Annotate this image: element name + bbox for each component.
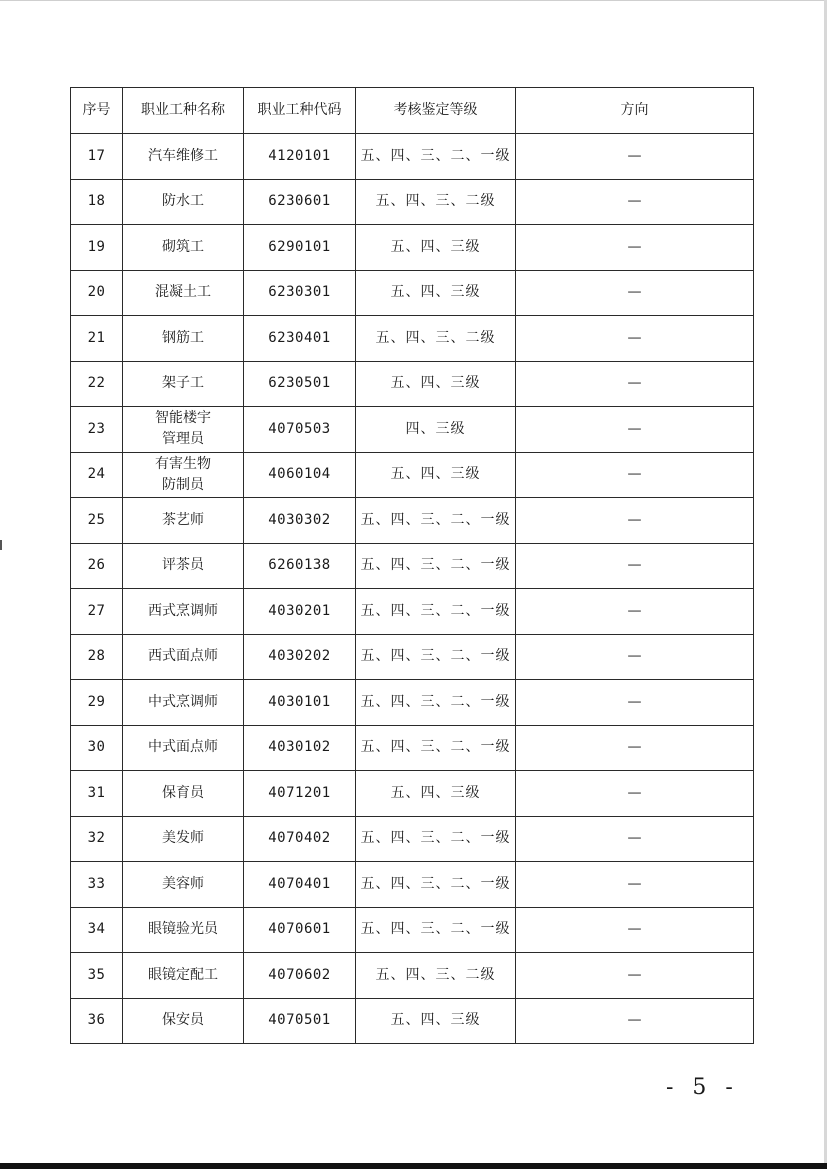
row-occupation-code: 6230401 bbox=[244, 316, 356, 362]
row-direction: — bbox=[516, 998, 754, 1044]
row-assessment-level: 五、四、三、二级 bbox=[356, 953, 516, 999]
row-assessment-level: 五、四、三、二、一级 bbox=[356, 498, 516, 544]
row-assessment-level: 五、四、三、二、一级 bbox=[356, 816, 516, 862]
occupation-table bbox=[70, 87, 754, 1044]
table-row bbox=[71, 907, 754, 953]
header-serial-number: 序号 bbox=[71, 88, 123, 134]
row-assessment-level: 五、四、三、二、一级 bbox=[356, 680, 516, 726]
header-assessment-level: 考核鉴定等级 bbox=[356, 88, 516, 134]
row-assessment-level: 五、四、三、二、一级 bbox=[356, 634, 516, 680]
row-direction: — bbox=[516, 543, 754, 589]
row-occupation-name: 架子工 bbox=[123, 361, 244, 407]
table-row bbox=[71, 816, 754, 862]
row-serial-number: 32 bbox=[71, 816, 123, 862]
header-occupation-code: 职业工种代码 bbox=[244, 88, 356, 134]
row-occupation-code: 6290101 bbox=[244, 225, 356, 271]
row-serial-number: 34 bbox=[71, 907, 123, 953]
table-body bbox=[71, 134, 754, 1044]
row-serial-number: 22 bbox=[71, 361, 123, 407]
row-serial-number: 33 bbox=[71, 862, 123, 908]
row-occupation-name: 智能楼宇 管理员 bbox=[123, 407, 244, 453]
row-assessment-level: 五、四、三级 bbox=[356, 225, 516, 271]
row-occupation-name: 混凝土工 bbox=[123, 270, 244, 316]
row-occupation-code: 4030202 bbox=[244, 634, 356, 680]
row-occupation-name: 钢筋工 bbox=[123, 316, 244, 362]
row-occupation-code: 4071201 bbox=[244, 771, 356, 817]
row-serial-number: 25 bbox=[71, 498, 123, 544]
row-occupation-name: 西式面点师 bbox=[123, 634, 244, 680]
page-number: - 5 - bbox=[666, 1075, 739, 1100]
row-direction: — bbox=[516, 134, 754, 180]
row-occupation-code: 6230301 bbox=[244, 270, 356, 316]
row-serial-number: 30 bbox=[71, 725, 123, 771]
row-assessment-level: 五、四、三级 bbox=[356, 998, 516, 1044]
row-occupation-code: 4070503 bbox=[244, 407, 356, 453]
row-direction: — bbox=[516, 316, 754, 362]
row-direction: — bbox=[516, 270, 754, 316]
row-serial-number: 36 bbox=[71, 998, 123, 1044]
row-direction: — bbox=[516, 907, 754, 953]
scan-bottom-edge bbox=[0, 1163, 827, 1169]
row-assessment-level: 五、四、三、二级 bbox=[356, 316, 516, 362]
row-direction: — bbox=[516, 680, 754, 726]
header-direction: 方向 bbox=[516, 88, 754, 134]
row-assessment-level: 四、三级 bbox=[356, 407, 516, 453]
table-row bbox=[71, 498, 754, 544]
row-occupation-code: 4030102 bbox=[244, 725, 356, 771]
row-serial-number: 23 bbox=[71, 407, 123, 453]
table-header-row bbox=[71, 88, 754, 134]
table-row bbox=[71, 361, 754, 407]
row-assessment-level: 五、四、三、二、一级 bbox=[356, 725, 516, 771]
row-direction: — bbox=[516, 589, 754, 635]
table-row bbox=[71, 862, 754, 908]
row-assessment-level: 五、四、三级 bbox=[356, 452, 516, 498]
table-row bbox=[71, 179, 754, 225]
row-occupation-name: 美容师 bbox=[123, 862, 244, 908]
row-direction: — bbox=[516, 407, 754, 453]
row-occupation-name: 美发师 bbox=[123, 816, 244, 862]
row-direction: — bbox=[516, 361, 754, 407]
scan-top-edge bbox=[0, 0, 827, 1]
row-occupation-code: 4070401 bbox=[244, 862, 356, 908]
row-direction: — bbox=[516, 179, 754, 225]
row-occupation-name: 眼镜定配工 bbox=[123, 953, 244, 999]
row-occupation-name: 保育员 bbox=[123, 771, 244, 817]
row-serial-number: 29 bbox=[71, 680, 123, 726]
table-row bbox=[71, 225, 754, 271]
row-serial-number: 31 bbox=[71, 771, 123, 817]
row-assessment-level: 五、四、三、二级 bbox=[356, 179, 516, 225]
row-assessment-level: 五、四、三、二、一级 bbox=[356, 134, 516, 180]
row-occupation-name: 砌筑工 bbox=[123, 225, 244, 271]
row-occupation-code: 4070602 bbox=[244, 953, 356, 999]
row-direction: — bbox=[516, 634, 754, 680]
row-direction: — bbox=[516, 725, 754, 771]
row-occupation-code: 4120101 bbox=[244, 134, 356, 180]
table-row bbox=[71, 316, 754, 362]
table-row bbox=[71, 452, 754, 498]
table-row bbox=[71, 134, 754, 180]
row-occupation-name: 有害生物 防制员 bbox=[123, 452, 244, 498]
row-occupation-code: 4030101 bbox=[244, 680, 356, 726]
row-serial-number: 20 bbox=[71, 270, 123, 316]
row-assessment-level: 五、四、三级 bbox=[356, 361, 516, 407]
row-occupation-code: 6230601 bbox=[244, 179, 356, 225]
row-serial-number: 28 bbox=[71, 634, 123, 680]
row-occupation-name: 眼镜验光员 bbox=[123, 907, 244, 953]
row-occupation-code: 4070601 bbox=[244, 907, 356, 953]
table-row bbox=[71, 543, 754, 589]
row-assessment-level: 五、四、三、二、一级 bbox=[356, 589, 516, 635]
table-row bbox=[71, 634, 754, 680]
row-serial-number: 19 bbox=[71, 225, 123, 271]
table-row bbox=[71, 725, 754, 771]
row-serial-number: 26 bbox=[71, 543, 123, 589]
row-occupation-name: 西式烹调师 bbox=[123, 589, 244, 635]
row-occupation-name: 防水工 bbox=[123, 179, 244, 225]
row-serial-number: 35 bbox=[71, 953, 123, 999]
row-serial-number: 17 bbox=[71, 134, 123, 180]
row-direction: — bbox=[516, 225, 754, 271]
table-row bbox=[71, 589, 754, 635]
row-occupation-name: 中式面点师 bbox=[123, 725, 244, 771]
row-serial-number: 18 bbox=[71, 179, 123, 225]
row-occupation-code: 4060104 bbox=[244, 452, 356, 498]
row-direction: — bbox=[516, 452, 754, 498]
row-occupation-code: 4030302 bbox=[244, 498, 356, 544]
row-direction: — bbox=[516, 771, 754, 817]
binding-mark bbox=[0, 540, 2, 550]
row-occupation-name: 茶艺师 bbox=[123, 498, 244, 544]
header-occupation-name: 职业工种名称 bbox=[123, 88, 244, 134]
table-row bbox=[71, 270, 754, 316]
row-assessment-level: 五、四、三级 bbox=[356, 270, 516, 316]
row-assessment-level: 五、四、三、二、一级 bbox=[356, 862, 516, 908]
row-direction: — bbox=[516, 816, 754, 862]
row-occupation-code: 6260138 bbox=[244, 543, 356, 589]
row-occupation-name: 中式烹调师 bbox=[123, 680, 244, 726]
row-occupation-name: 保安员 bbox=[123, 998, 244, 1044]
row-direction: — bbox=[516, 862, 754, 908]
row-assessment-level: 五、四、三、二、一级 bbox=[356, 543, 516, 589]
table-row bbox=[71, 407, 754, 453]
table-row bbox=[71, 953, 754, 999]
row-assessment-level: 五、四、三级 bbox=[356, 771, 516, 817]
row-assessment-level: 五、四、三、二、一级 bbox=[356, 907, 516, 953]
row-occupation-name: 汽车维修工 bbox=[123, 134, 244, 180]
row-serial-number: 24 bbox=[71, 452, 123, 498]
row-occupation-code: 4070501 bbox=[244, 998, 356, 1044]
row-occupation-name: 评茶员 bbox=[123, 543, 244, 589]
row-occupation-code: 6230501 bbox=[244, 361, 356, 407]
row-serial-number: 21 bbox=[71, 316, 123, 362]
row-occupation-code: 4030201 bbox=[244, 589, 356, 635]
table-row bbox=[71, 771, 754, 817]
table-row bbox=[71, 998, 754, 1044]
row-serial-number: 27 bbox=[71, 589, 123, 635]
table-row bbox=[71, 680, 754, 726]
row-direction: — bbox=[516, 498, 754, 544]
row-direction: — bbox=[516, 953, 754, 999]
row-occupation-code: 4070402 bbox=[244, 816, 356, 862]
